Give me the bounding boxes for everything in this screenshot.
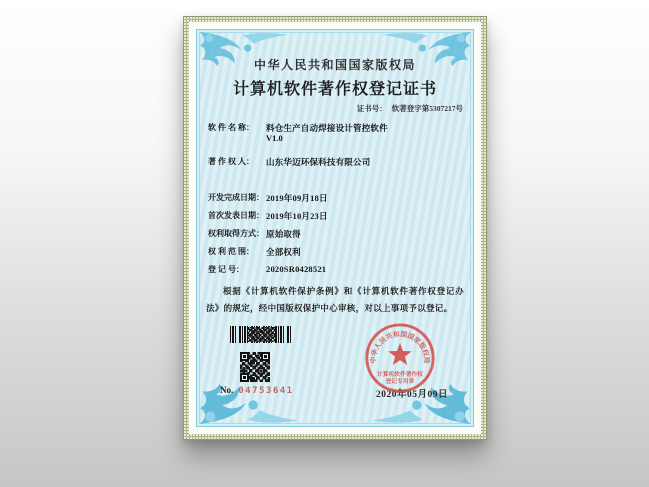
qr-finder-icon bbox=[261, 352, 270, 361]
certificate-body bbox=[196, 29, 474, 427]
seal-star-icon bbox=[388, 343, 411, 365]
certificate-number-value: 软著登字第5307217号 bbox=[391, 104, 463, 113]
field-label: 软 件 名 称： bbox=[208, 123, 254, 132]
registration-statement: 根据《计算机软件保护条例》和《计算机软件著作权登记办法》的规定，经中国版权保护中心审核，对以上事项予以登记。 bbox=[206, 286, 464, 313]
field-row-completion-date bbox=[208, 192, 467, 204]
field-value: 2019年09月18日 bbox=[266, 193, 328, 203]
corner-flourish-top-left-icon bbox=[198, 31, 290, 67]
field-value: 2019年10月23日 bbox=[266, 211, 328, 221]
field-value: 料仓生产自动焊接设计管控软件 bbox=[266, 123, 388, 133]
field-value: 全部权利 bbox=[266, 247, 301, 257]
barcode-2d-block-icon bbox=[248, 327, 275, 342]
barcode-icon bbox=[230, 326, 292, 343]
qr-finder-icon bbox=[240, 373, 249, 382]
qr-finder-icon bbox=[240, 352, 249, 361]
official-seal-icon bbox=[364, 322, 436, 394]
field-value: 山东华迈环保科技有限公司 bbox=[266, 157, 371, 167]
certificate-title: 计算机软件著作权登记证书 bbox=[232, 81, 437, 98]
serial-number-value: 04753641 bbox=[238, 386, 294, 396]
field-row-software-name bbox=[208, 122, 467, 134]
field-label: 权利取得方式： bbox=[208, 229, 264, 238]
certificate bbox=[183, 16, 487, 440]
seal-text-line2: 登记专用章 bbox=[385, 379, 415, 386]
field-label: 开发完成日期： bbox=[208, 193, 264, 202]
seal-ring-text: 中华人民共和国国家版权局 bbox=[370, 331, 430, 364]
field-value: 2020SR0428521 bbox=[266, 264, 327, 274]
qr-code-icon bbox=[240, 352, 270, 382]
serial-number-label: No. bbox=[220, 385, 234, 395]
corner-flourish-top-right-icon bbox=[380, 31, 472, 67]
field-value: 原始取得 bbox=[266, 229, 301, 239]
software-version: V1.0 bbox=[266, 133, 283, 143]
certificate-number-label: 证书号： bbox=[356, 104, 387, 113]
field-row-first-publication-date bbox=[208, 210, 467, 222]
field-label: 权 利 范 围： bbox=[208, 247, 254, 256]
field-label: 登 记 号： bbox=[208, 265, 244, 274]
field-row-registration-number bbox=[208, 264, 467, 275]
seal-text-line1: 计算机软件著作权 bbox=[377, 372, 423, 378]
field-label: 著 作 权 人： bbox=[208, 157, 254, 166]
issue-date: 2020年05月09日 bbox=[375, 390, 448, 400]
serial-number bbox=[220, 385, 294, 396]
field-row-rights-scope bbox=[208, 246, 467, 258]
field-row-copyright-owner bbox=[208, 156, 467, 168]
field-row-acquisition-method bbox=[208, 228, 467, 240]
authority-name: 中华人民共和国国家版权局 bbox=[253, 58, 416, 72]
field-label: 首次发表日期： bbox=[208, 211, 264, 220]
certificate-number bbox=[357, 103, 463, 114]
